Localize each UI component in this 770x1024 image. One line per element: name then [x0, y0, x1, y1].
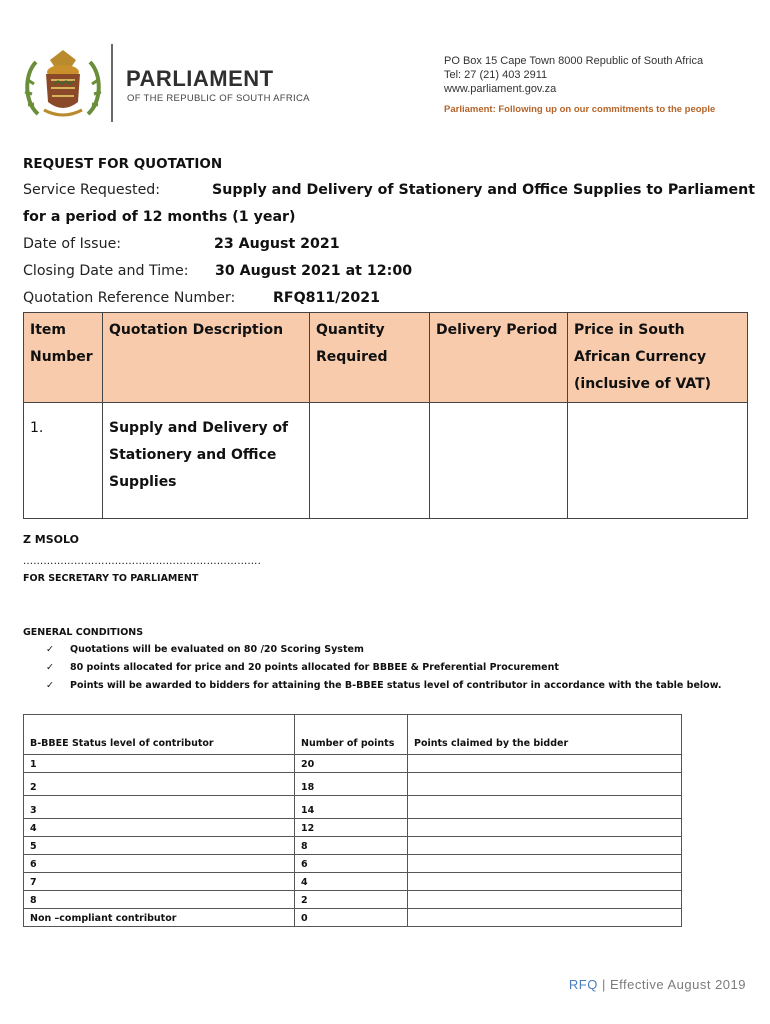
- signatory-role: FOR SECRETARY TO PARLIAMENT: [23, 573, 199, 584]
- general-conditions-title: GENERAL CONDITIONS: [23, 627, 144, 638]
- status-level: 1: [24, 755, 295, 773]
- header-status-level: B-BBEE Status level of contributor: [24, 715, 295, 755]
- points-claimed-cell[interactable]: [408, 855, 682, 873]
- check-icon: ✓: [46, 644, 54, 655]
- closing-label: Closing Date and Time:: [23, 263, 189, 279]
- tagline: Parliament: Following up on our commitments to the people: [444, 104, 716, 115]
- status-level: Non –compliant contributor: [24, 909, 295, 927]
- reference-label: Quotation Reference Number:: [23, 290, 236, 306]
- footer-rfq: RFQ: [568, 977, 598, 992]
- service-value-continued: for a period of 12 months (1 year): [23, 209, 296, 225]
- address-line: PO Box 15 Cape Town 8000 Republic of South Africa: [444, 55, 704, 67]
- table-row: [24, 837, 682, 855]
- phone-line: Tel: 27 (21) 403 2911: [444, 69, 548, 81]
- header-divider: [111, 44, 113, 122]
- status-level: 4: [24, 819, 295, 837]
- address-block: [444, 54, 703, 96]
- points-claimed-cell[interactable]: [408, 773, 682, 796]
- points-claimed-cell[interactable]: [408, 873, 682, 891]
- brand-subtitle: OF THE REPUBLIC OF SOUTH AFRICA: [127, 93, 310, 104]
- points-claimed-cell[interactable]: [408, 819, 682, 837]
- points-claimed-cell[interactable]: [408, 909, 682, 927]
- cell-item-number: 1.: [24, 403, 103, 519]
- signature-line: …………………………………………………………….: [23, 556, 261, 567]
- points-value: 18: [295, 773, 408, 796]
- condition-text: Points will be awarded to bidders for attaining the B-BBEE status level of contributor in accordance with the table below.: [70, 680, 722, 691]
- check-icon: ✓: [46, 680, 54, 691]
- condition-text: 80 points allocated for price and 20 points allocated for BBBEE & Preferential Procurement: [70, 662, 559, 673]
- condition-text: Quotations will be evaluated on 80 /20 Scoring System: [70, 644, 364, 655]
- footer-text: | Effective August 2019: [597, 977, 746, 992]
- table-header-row: [24, 313, 748, 403]
- condition-item: [46, 680, 721, 691]
- points-value: 8: [295, 837, 408, 855]
- header-delivery-period: Delivery Period: [430, 313, 568, 403]
- page-footer: [569, 977, 746, 992]
- condition-item: [46, 644, 364, 655]
- header-number-of-points: Number of points: [295, 715, 408, 755]
- points-value: 12: [295, 819, 408, 837]
- parliament-coat-of-arms-logo: [18, 44, 108, 124]
- points-value: 4: [295, 873, 408, 891]
- status-level: 7: [24, 873, 295, 891]
- points-value: 14: [295, 796, 408, 819]
- points-claimed-cell[interactable]: [408, 837, 682, 855]
- table-row: [24, 819, 682, 837]
- quotation-table: [23, 312, 748, 519]
- table-row: [24, 403, 748, 519]
- date-of-issue-row: [23, 236, 121, 252]
- status-level: 6: [24, 855, 295, 873]
- points-claimed-cell[interactable]: [408, 891, 682, 909]
- status-level: 5: [24, 837, 295, 855]
- service-value: Supply and Delivery of Stationery and Office Supplies to Parliament: [212, 182, 755, 198]
- table-row: [24, 755, 682, 773]
- points-header-row: [24, 715, 682, 755]
- table-row: [24, 909, 682, 927]
- points-claimed-cell[interactable]: [408, 796, 682, 819]
- check-icon: ✓: [46, 662, 54, 673]
- website-line: www.parliament.gov.za: [444, 83, 557, 95]
- points-value: 6: [295, 855, 408, 873]
- issue-value: 23 August 2021: [214, 236, 340, 252]
- bbbee-points-table: [23, 714, 682, 927]
- issue-label: Date of Issue:: [23, 236, 122, 252]
- table-row: [24, 891, 682, 909]
- service-requested-row: [23, 182, 160, 198]
- cell-description: Supply and Delivery of Stationery and Office Supplies: [103, 403, 310, 519]
- points-value: 2: [295, 891, 408, 909]
- closing-value: 30 August 2021 at 12:00: [215, 263, 413, 279]
- condition-item: [46, 662, 559, 673]
- document-title: REQUEST FOR QUOTATION: [23, 156, 223, 172]
- reference-row: [23, 290, 235, 306]
- points-value: 20: [295, 755, 408, 773]
- status-level: 8: [24, 891, 295, 909]
- table-row: [24, 773, 682, 796]
- header-quantity: Quantity Required: [310, 313, 430, 403]
- reference-value: RFQ811/2021: [273, 290, 380, 306]
- status-level: 2: [24, 773, 295, 796]
- signatory-name: Z MSOLO: [23, 533, 79, 546]
- points-claimed-cell[interactable]: [408, 755, 682, 773]
- header-points-claimed: Points claimed by the bidder: [408, 715, 682, 755]
- header-item-number: Item Number: [24, 313, 103, 403]
- table-row: [24, 873, 682, 891]
- status-level: 3: [24, 796, 295, 819]
- cell-delivery-period[interactable]: [430, 403, 568, 519]
- service-label: Service Requested:: [23, 182, 161, 198]
- header-description: Quotation Description: [103, 313, 310, 403]
- closing-date-row: [23, 263, 189, 279]
- header-price: Price in South African Currency (inclusive of VAT): [568, 313, 748, 403]
- points-value: 0: [295, 909, 408, 927]
- brand-name: PARLIAMENT: [126, 66, 274, 91]
- cell-price[interactable]: [568, 403, 748, 519]
- table-row: [24, 796, 682, 819]
- table-row: [24, 855, 682, 873]
- cell-quantity[interactable]: [310, 403, 430, 519]
